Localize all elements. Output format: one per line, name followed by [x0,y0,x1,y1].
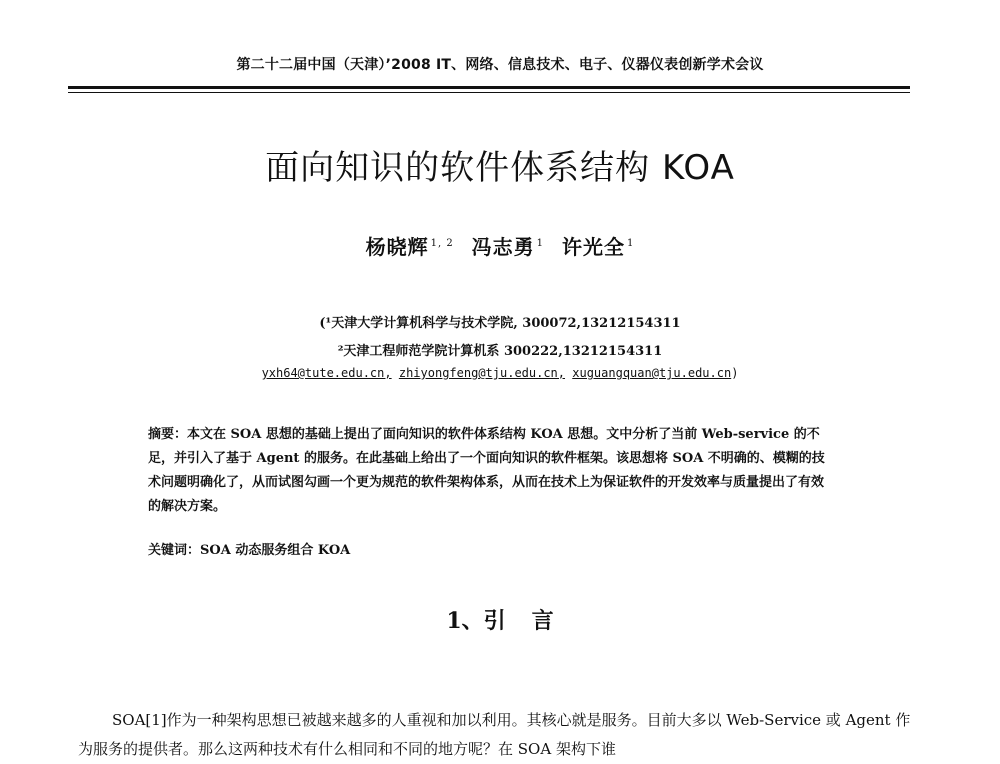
section-heading [0,604,1000,635]
affiliation-2: ²天津工程师范学院计算机系 300222,13212154311 [337,344,663,359]
author-name: 冯志勇 [471,235,535,259]
email-link[interactable]: yxh64@tute.edu.cn, [261,366,392,380]
email-close-paren: ) [731,366,739,380]
section-number: 1、 [446,608,484,634]
section-title-part1: 引 [483,608,506,634]
author-3 [562,235,634,259]
body-paragraph-text: SOA[1]作为一种架构思想已被越来越多的人重视和加以利用。其核心就是服务。目前大多以 Web-Service 或 Agent 作为服务的提供者。那么这两种技术有什么相同和不同的地方呢？在 SOA 架构下谁 [78,711,911,758]
header-rule-thick [68,86,910,89]
email-link[interactable]: xuguangquan@tju.edu.cn [572,366,732,380]
author-affiliation-mark: 1 [627,238,635,250]
conference-header: 第二十二届中国（天津）’2008 IT、网络、信息技术、电子、仪器仪表创新学术会议 [236,57,764,73]
abstract-text: 本文在 SOA 思想的基础上提出了面向知识的软件体系结构 KOA 思想。文中分析了当前 Web-service 的不足，并引入了基于 Agent 的服务。在此基础上给出了一个面向知识的软件框架。该思想将 SOA 不明确的、模糊的技术问题明确化了，从而试图勾画一个更为规范的软件架构体系，从而在技术上为保证软件的开发效率与质量提出了有效的解决方案。 [148,427,825,514]
body-paragraph [78,706,918,764]
email-link[interactable]: zhiyongfeng@tju.edu.cn, [398,366,566,380]
author-name: 许光全 [562,235,626,259]
section-title-part2: 言 [531,608,554,634]
keywords [148,539,350,558]
author-2 [472,235,544,259]
paper-title: 面向知识的软件体系结构 KOA [265,148,735,188]
author-name: 杨晓辉 [365,235,429,259]
author-affiliation-mark: 1, 2 [430,238,454,250]
keywords-label: 关键词： [148,543,201,558]
email-list [0,366,1000,380]
affiliation-1: (¹天津大学计算机科学与技术学院, 300072,13212154311 [319,316,681,331]
author-list [0,231,1000,260]
abstract [148,423,834,519]
abstract-label: 摘要： [148,427,188,442]
keywords-text: SOA 动态服务组合 KOA [200,543,351,558]
header-rule-thin [68,92,910,93]
author-affiliation-mark: 1 [536,238,545,250]
author-1 [366,235,454,259]
